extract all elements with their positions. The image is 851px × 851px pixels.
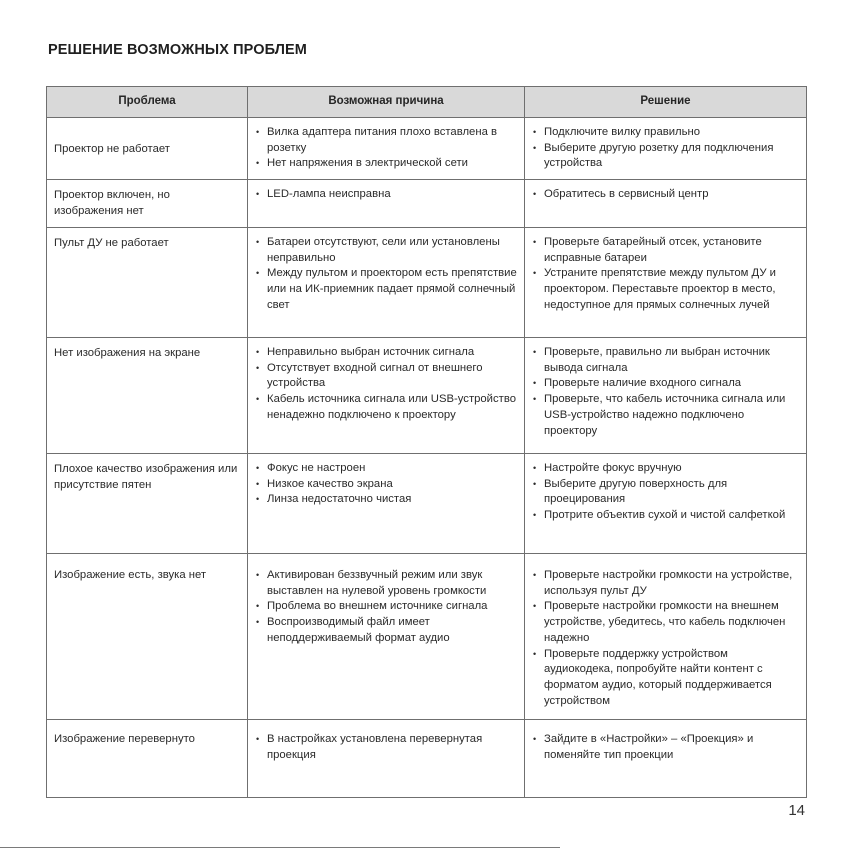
solution-item: • Проверьте настройки громкости на внешнем устройстве, убедитесь, что кабель подключен надежно: [532, 599, 799, 646]
bottom-divider: [0, 847, 560, 848]
cause-item: • Батареи отсутствуют, сели или установлены неправильно: [255, 235, 517, 266]
solution-item: • Протрите объектив сухой и чистой салфеткой: [532, 508, 799, 524]
solution-item: • Зайдите в «Настройки» – «Проекция» и поменяйте тип проекции: [532, 732, 799, 763]
solution-cell: [525, 454, 807, 554]
cause-cell: [248, 118, 525, 180]
troubleshooting-table: [46, 86, 807, 798]
cause-cell: [248, 338, 525, 454]
problem-cell: Пульт ДУ не работает: [47, 228, 248, 338]
solution-cell: [525, 180, 807, 228]
solution-item: • Проверьте, что кабель источника сигнала или USB-устройство надежно подключено проектору: [532, 392, 799, 439]
solution-item: • Проверьте настройки громкости на устройстве, используя пульт ДУ: [532, 568, 799, 599]
solution-cell: [525, 720, 807, 798]
solution-item: • Проверьте поддержку устройством аудиокодека, попробуйте найти контент с форматом аудио, который поддерживается устройством: [532, 647, 799, 710]
page-number: 14: [788, 802, 805, 819]
cause-item: • Фокус не настроен: [255, 461, 517, 477]
solution-cell: [525, 554, 807, 720]
table-row: [47, 554, 807, 720]
cause-item: • В настройках установлена перевернутая проекция: [255, 732, 517, 763]
table-row: [47, 338, 807, 454]
table-row: [47, 180, 807, 228]
table-row: [47, 228, 807, 338]
cause-item: • Кабель источника сигнала или USB-устройство ненадежно подключено к проектору: [255, 392, 517, 423]
header-solution: Решение: [525, 87, 807, 118]
solution-item: • Выберите другую розетку для подключения устройства: [532, 141, 799, 172]
cause-cell: [248, 228, 525, 338]
cause-item: • LED-лампа неисправна: [255, 187, 517, 203]
cause-item: • Отсутствует входной сигнал от внешнего устройства: [255, 361, 517, 392]
solution-item: • Обратитесь в сервисный центр: [532, 187, 799, 203]
cause-cell: [248, 454, 525, 554]
problem-cell: Изображение перевернуто: [47, 720, 248, 798]
page-title: РЕШЕНИЕ ВОЗМОЖНЫХ ПРОБЛЕМ: [48, 42, 307, 58]
solution-item: • Подключите вилку правильно: [532, 125, 799, 141]
solution-item: • Настройте фокус вручную: [532, 461, 799, 477]
cause-item: • Неправильно выбран источник сигнала: [255, 345, 517, 361]
table-header-row: [47, 87, 807, 118]
solution-item: • Проверьте, правильно ли выбран источник вывода сигнала: [532, 345, 799, 376]
problem-cell: Проектор не работает: [47, 118, 248, 180]
table-row: [47, 454, 807, 554]
cause-item: • Активирован беззвучный режим или звук выставлен на нулевой уровень громкости: [255, 568, 517, 599]
cause-item: • Вилка адаптера питания плохо вставлена в розетку: [255, 125, 517, 156]
cause-item: • Проблема во внешнем источнике сигнала: [255, 599, 517, 615]
cause-cell: [248, 180, 525, 228]
solution-cell: [525, 118, 807, 180]
cause-item: • Низкое качество экрана: [255, 477, 517, 493]
solution-item: • Устраните препятствие между пультом ДУ и проектором. Переставьте проектор в место, недоступное для прямых солнечных лучей: [532, 266, 799, 313]
solution-cell: [525, 338, 807, 454]
problem-cell: Проектор включен, но изображения нет: [47, 180, 248, 228]
solution-item: • Проверьте батарейный отсек, установите исправные батареи: [532, 235, 799, 266]
problem-cell: Нет изображения на экране: [47, 338, 248, 454]
cause-item: • Нет напряжения в электрической сети: [255, 156, 517, 172]
cause-item: • Воспроизводимый файл имеет неподдерживаемый формат аудио: [255, 615, 517, 646]
cause-cell: [248, 720, 525, 798]
solution-cell: [525, 228, 807, 338]
problem-cell: Изображение есть, звука нет: [47, 554, 248, 720]
table-row: [47, 118, 807, 180]
header-cause: Возможная причина: [248, 87, 525, 118]
cause-cell: [248, 554, 525, 720]
cause-item: • Между пультом и проектором есть препятствие или на ИК-приемник падает прямой солнечный свет: [255, 266, 517, 313]
solution-item: • Проверьте наличие входного сигнала: [532, 376, 799, 392]
table-row: [47, 720, 807, 798]
cause-item: • Линза недостаточно чистая: [255, 492, 517, 508]
problem-cell: Плохое качество изображения или присутствие пятен: [47, 454, 248, 554]
solution-item: • Выберите другую поверхность для проецирования: [532, 477, 799, 508]
header-problem: Проблема: [47, 87, 248, 118]
